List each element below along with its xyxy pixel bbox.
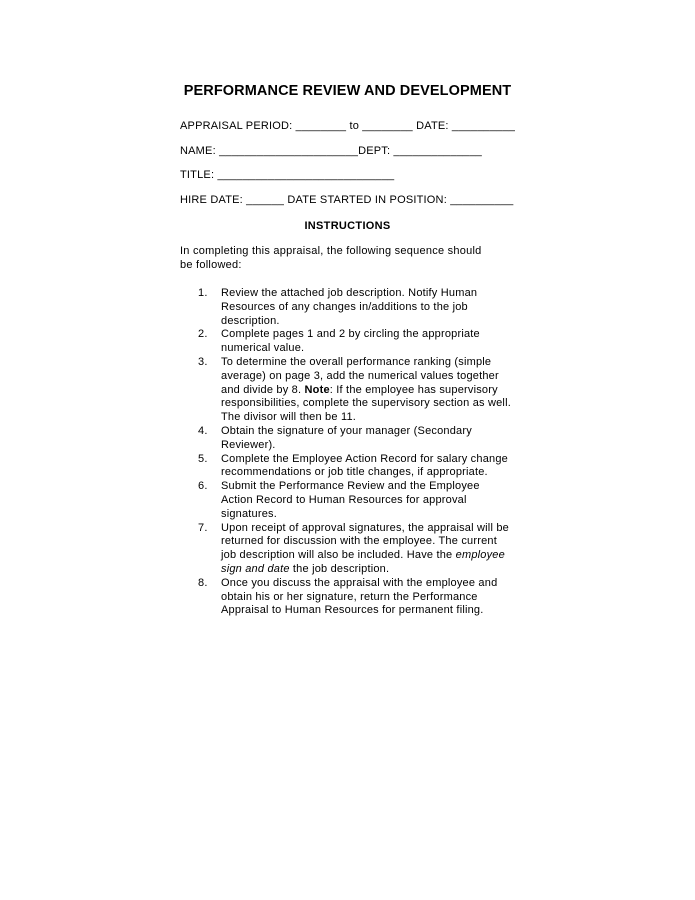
- step-text-part: Upon receipt of approval signatures, the appraisal will be returned for discussion with the employee. The current job description will also be included. Have the: [221, 521, 509, 562]
- instruction-step-6: [180, 480, 520, 521]
- instructions-intro: In completing this appraisal, the following sequence should be followed:: [180, 245, 482, 271]
- step-number: 1.: [198, 287, 208, 299]
- step-number: 8.: [198, 576, 208, 589]
- step-number: 3.: [198, 355, 208, 368]
- instruction-step-5: [180, 453, 520, 481]
- step-text: Review the attached job description. Notify Human Resources of any changes in/additions to the job description.: [221, 287, 478, 327]
- title-field: TITLE: ____________________________: [180, 169, 395, 181]
- instruction-step-2: [180, 328, 520, 356]
- emphasis-text: employee sign and date: [221, 549, 505, 575]
- instruction-steps-list: [180, 287, 520, 618]
- step-text: [221, 522, 514, 577]
- step-text: Complete pages 1 and 2 by circling the appropriate numerical value.: [221, 328, 480, 355]
- step-text-part: : If the employee has supervisory responsibilities, complete the supervisory section as well. The divisor will then be 11.: [221, 383, 511, 424]
- hire-date-field: HIRE DATE: ______ DATE STARTED IN POSITION: __________: [180, 194, 514, 206]
- instruction-step-4: [180, 425, 520, 453]
- appraisal-period-field: APPRAISAL PERIOD: ________ to ________ DATE: __________: [180, 120, 516, 132]
- step-text: [221, 356, 514, 425]
- step-number: 2.: [198, 328, 208, 341]
- step-text-part: the job description.: [292, 562, 390, 575]
- instructions-heading: INSTRUCTIONS: [304, 220, 391, 232]
- instruction-step-3: [180, 356, 520, 425]
- instruction-step-1: [180, 287, 520, 328]
- instruction-step-8: [180, 577, 520, 618]
- step-text: Complete the Employee Action Record for salary change recommendations or job title changes, if appropriate.: [221, 452, 508, 479]
- step-number: 4.: [198, 424, 208, 437]
- step-text: Submit the Performance Review and the Employee Action Record to Human Resources for approval signatures.: [221, 480, 480, 520]
- name-dept-field: NAME: ______________________DEPT: ______________: [180, 145, 482, 157]
- note-label: Note: [304, 383, 330, 396]
- instruction-step-7: [180, 522, 520, 577]
- step-number: 6.: [198, 480, 208, 493]
- step-text: Once you discuss the appraisal with the employee and obtain his or her signature, return the Performance Appraisal to Human Resources for permanent filing.: [221, 576, 498, 617]
- step-number: 5.: [198, 452, 208, 465]
- step-text: Obtain the signature of your manager (Secondary Reviewer).: [221, 424, 472, 451]
- step-number: 7.: [198, 521, 208, 534]
- document-title: PERFORMANCE REVIEW AND DEVELOPMENT: [183, 83, 512, 99]
- step-text-part: To determine the overall performance ranking (simple average) on page 3, add the numerical values together and divide by 8.: [221, 355, 499, 396]
